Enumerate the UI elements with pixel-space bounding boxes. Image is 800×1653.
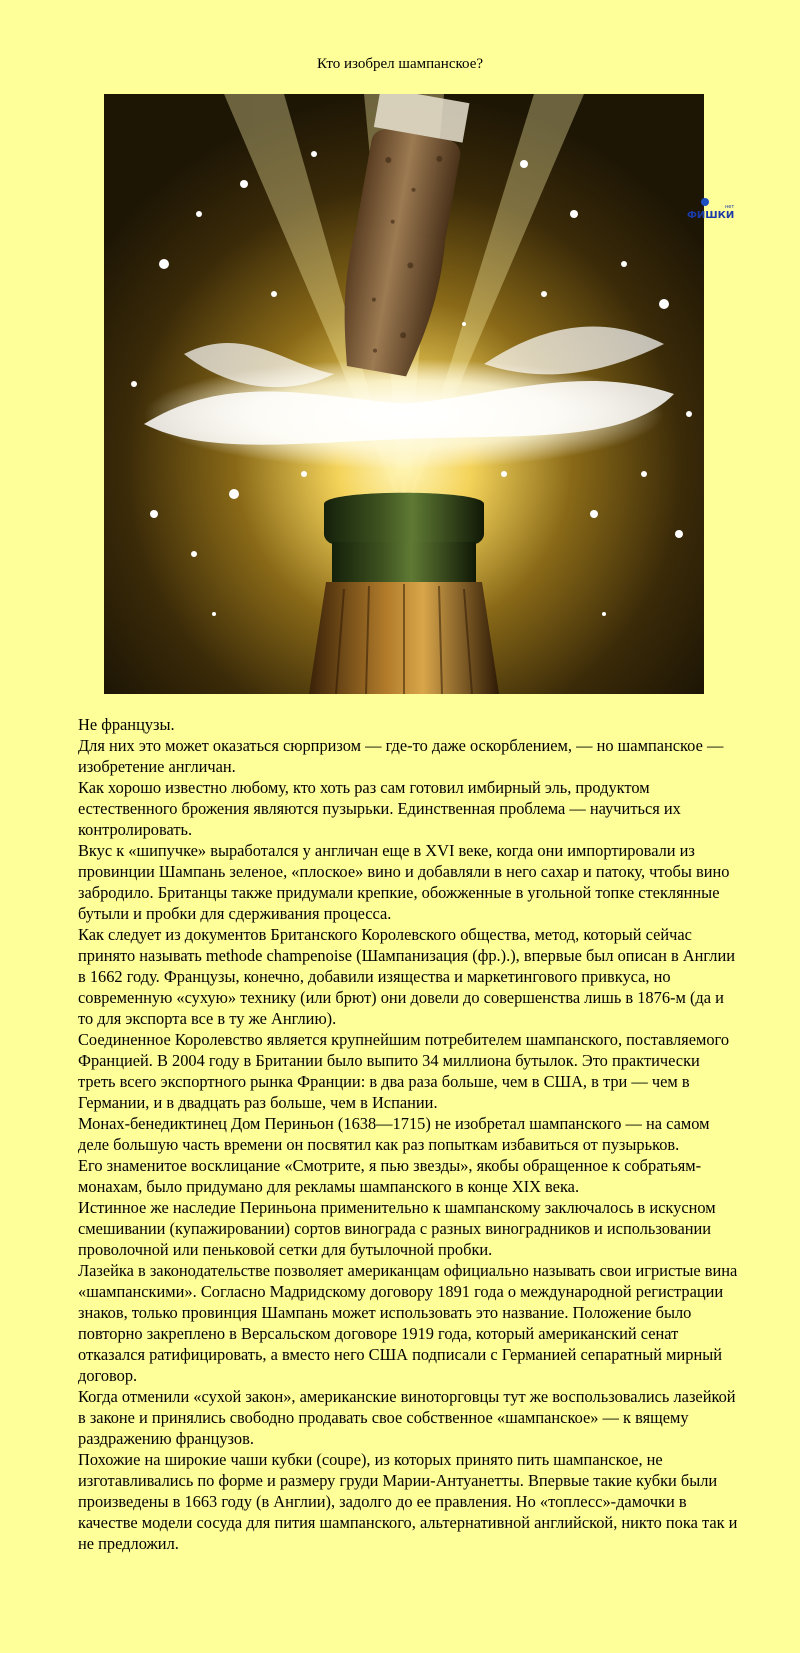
article-paragraph: Когда отменили «сухой закон», американские виноторговцы тут же воспользовались лазейкой в законе и принялись свободно продавать свое собственное «шампанское» — к вящему раздражению французов. (78, 1387, 736, 1448)
article-paragraph: Его знаменитое восклицание «Смотрите, я пью звезды», якобы обращенное к собратьям-монахам, было придумано для рекламы шампанского в конце XIX века. (78, 1156, 702, 1196)
article-paragraph: Как хорошо известно любому, кто хоть раз сам готовил имбирный эль, продуктом естественного брожения являются пузырьки. Единственная проблема — научиться их контролировать. (78, 778, 681, 839)
article-paragraph: Для них это может оказаться сюрпризом — где-то даже оскорблением, — но шампанское — изобретение англичан. (78, 736, 724, 776)
article-paragraph: Монах-бенедиктинец Дом Периньон (1638—1715) не изобретал шампанского — на самом деле большую часть времени он посвятил как раз попыткам избавиться от пузырьков. (78, 1114, 710, 1154)
page-title: Кто изобрел шампанское? (316, 56, 484, 72)
article-paragraph: Как следует из документов Британского Королевского общества, метод, который сейчас принято называть methode champenoise (Шампанизация (фр.).), впервые был описан в Англии в 1662 году. Французы, конечно, добавили изящества и маркетингового привкуса, но современную «сухую» технику (или брют) они довели до совершенства лишь в 1876-м (да и то для экспорта все в ту же Англию). (78, 925, 736, 1028)
article-paragraph: Похожие на широкие чаши кубки (coupe), из которых принято пить шампанское, не изготавливались по форме и размеру груди Марии-Антуанетты. Впервые такие кубки были произведены в 1663 году (в Англии), задолго до ее правления. Но «топлесс»-дамочки в качестве модели сосуда для пития шампанского, альтернативной английской, никто пока так и не предложил. (78, 1450, 738, 1553)
svg-text:нет: нет (725, 204, 735, 210)
site-watermark-logo (683, 196, 743, 226)
champagne-photo (104, 94, 704, 694)
article-paragraph: Лазейка в законодательстве позволяет американцам официально называть свои игристые вина «шампанскими». Согласно Мадридскому договору 1891 года о международной регистрации знаков, только провинция Шампань может использовать это название. Положение было повторно закреплено в Версальском договоре 1919 года, который американский сенат отказался ратифицировать, а вместо него США подписали с Германией сепаратный мирный договор. (78, 1261, 738, 1385)
article-paragraph: Соединенное Королевство является крупнейшим потребителем шампанского, поставляемого Францией. В 2004 году в Британии было выпито 34 миллиона бутылок. Это практически треть всего экспортного рынка Франции: в два раза больше, чем в США, в три — чем в Германии, и в двадцать раз больше, чем в Испании. (78, 1030, 730, 1112)
article-paragraph: Вкус к «шипучке» выработался у англичан еще в XVI веке, когда они импортировали из провинции Шампань зеленое, «плоское» вино и добавляли в него сахар и патоку, чтобы вино забродило. Британцы также придумали крепкие, обожженные в угольной топке стеклянные бутыли и пробки для сдерживания процесса. (78, 841, 730, 923)
article-paragraph: Истинное же наследие Периньона применительно к шампанскому заключалось в искусном смешивании (купажировании) сортов винограда с разных виноградников и использовании проволочной или пеньковой сетки для бутылочной пробки. (78, 1198, 716, 1259)
svg-text:ФИШКИ: ФИШКИ (687, 210, 735, 221)
article-paragraph: Не французы. (78, 715, 175, 734)
article-body (78, 714, 738, 1554)
